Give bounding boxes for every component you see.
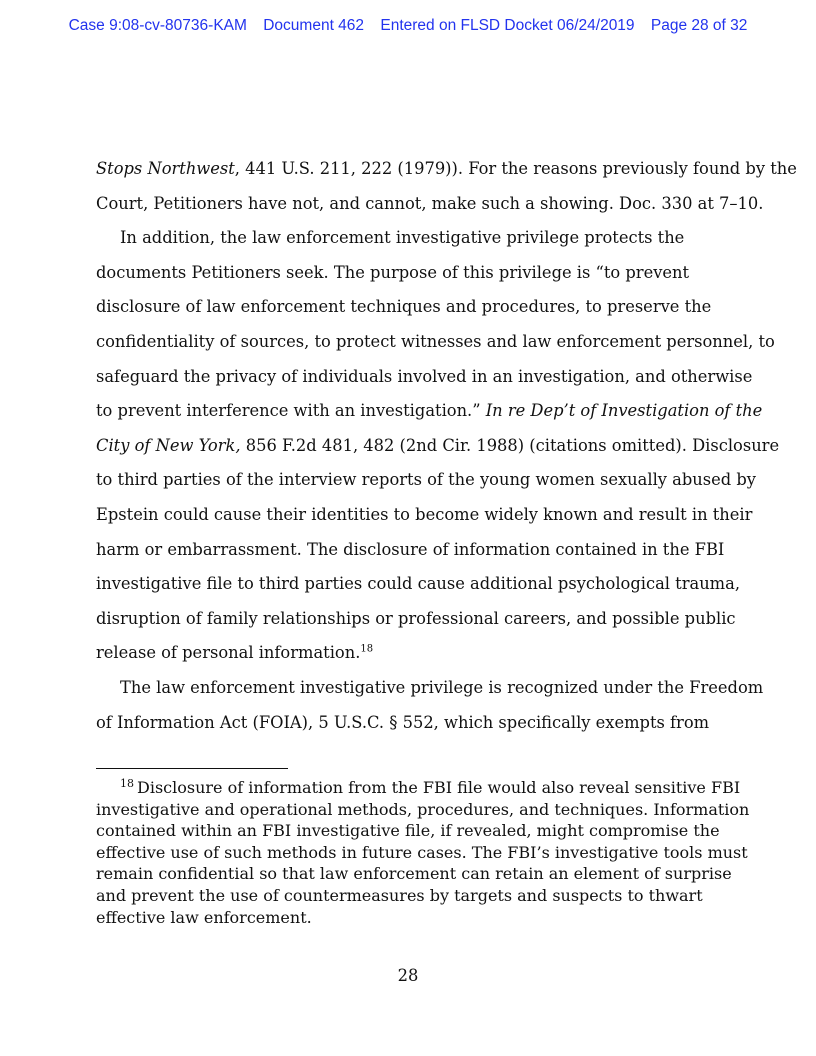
case-citation: Stops Northwest: [96, 159, 235, 178]
document-number: Document 462: [263, 17, 365, 34]
paragraph-2: In addition, the law enforcement investigative privilege protects the documents Petitioners seek. The purpose of this privilege is “to prevent disclosure of law enforcement techniques and procedures, to preserve the confidentiality of sources, to protect witnesses and law enforcement personnel, to safeguard the privacy of individuals involved in an investigation, and otherwise to prevent interference with an investigation.” In re Dep’t of Investigation of the City of New York, 856 F.2d 481, 482 (2nd Cir. 1988) (citations omitted). Disclosure to third parties of the interview reports of the young women sexually abused by Epstein could cause their identities to become widely known and result in their harm or embarrassment. The disclosure of information contained in the FBI investigative file to third parties could cause additional psychological trauma, disruption of family relationships or professional careers, and possible public release of personal information.$^{18}$: [96, 228, 780, 663]
footnote-18: $^{18}$ Disclosure of information from the FBI file would also reveal sensitive FBI investigative and operational methods, procedures, and techniques. Information contained within an FBI investigative file, if revealed, might compromise the effective use of such methods in future cases. The FBI’s investigative tools must remain confidential so that law enforcement can retain an element of surprise and prevent the use of countermeasures by targets and suspects to thwart effective law enforcement.: [96, 776, 750, 927]
footnote-number: 18: [120, 776, 134, 790]
footnote-divider: [96, 768, 288, 769]
paragraph-1: Stops Northwest, 441 U.S. 211, 222 (1979)). For the reasons previously found by the Court, Petitioners have not, and cannot, make such a showing. Doc. 330 at 7–10.: [96, 159, 797, 213]
docket-header: [0, 17, 816, 35]
case-number: Case 9:08-cv-80736-KAM: [68, 17, 247, 34]
body-text: [96, 152, 797, 740]
case-citation: City of New York,: [96, 435, 241, 455]
footnote-reference[interactable]: 18: [360, 643, 374, 655]
docket-entry: Entered on FLSD Docket 06/24/2019: [380, 17, 635, 34]
page-number: 28: [397, 966, 419, 985]
page-count: Page 28 of 32: [650, 17, 748, 34]
case-citation: In re Dep’t of Investigation of the: [485, 401, 763, 421]
paragraph-3: The law enforcement investigative privilege is recognized under the Freedom of Information Act (FOIA), 5 U.S.C. § 552, which specifically exempts from: [96, 677, 764, 732]
